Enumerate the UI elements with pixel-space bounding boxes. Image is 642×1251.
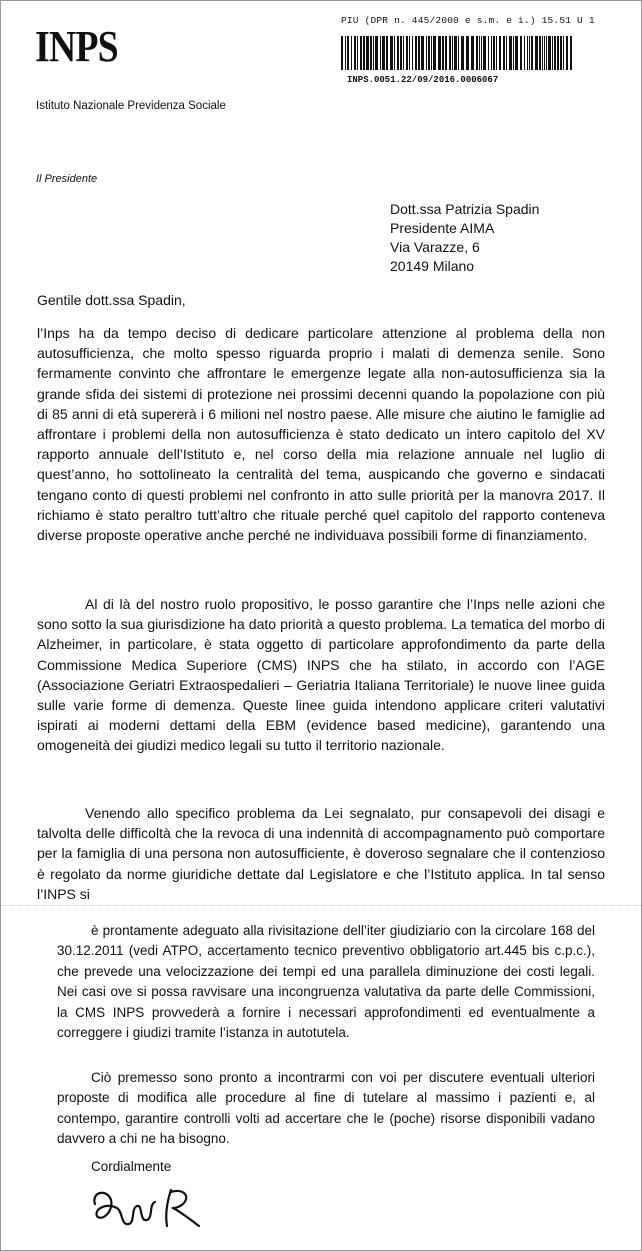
signature-icon xyxy=(87,1182,217,1234)
barcode-bar xyxy=(513,36,514,70)
barcode-bar xyxy=(397,36,399,70)
barcode-bar xyxy=(351,36,352,70)
barcode-bar xyxy=(428,36,430,70)
barcode-bar xyxy=(570,36,572,70)
barcode-bar xyxy=(412,36,413,70)
barcode-bar xyxy=(496,36,497,70)
barcode-bar xyxy=(506,36,507,70)
closing: Cordialmente xyxy=(91,1159,172,1174)
barcode-bar xyxy=(471,36,474,70)
barcode-bar xyxy=(426,36,427,70)
barcode-bar xyxy=(554,36,556,70)
barcode-bar xyxy=(403,36,404,70)
barcode-bar xyxy=(503,36,505,70)
barcode-bar xyxy=(527,36,528,70)
barcode-bar xyxy=(406,36,408,70)
barcode-bar xyxy=(466,36,469,70)
barcode-bar xyxy=(476,36,478,70)
barcode-bar xyxy=(479,36,480,70)
barcode-bar xyxy=(445,36,447,70)
paragraph-3: Venendo allo specifico problema da Lei segnalato, pur consapevoli dei disagi e talvolta delle difficoltà che la revoca di una indennità di accompagnamento può comportare per la famiglia di una persona non autosufficiente, è doveroso segnalare che il contenzioso è regolato da norme giuridiche dettate dal Legislatore e che l’Istituto applica. In tal senso l’INPS si xyxy=(37,805,605,902)
recipient-name: Dott.ssa Patrizia Spadin xyxy=(390,201,540,217)
barcode-bar xyxy=(481,36,482,70)
barcode-bar xyxy=(438,36,441,70)
barcode-bar xyxy=(546,36,547,70)
barcode-bar xyxy=(433,36,436,70)
barcode-bar xyxy=(535,36,538,70)
barcode-bar xyxy=(380,36,381,70)
barcode-bar xyxy=(524,36,525,70)
salutation: Gentile dott.ssa Spadin, xyxy=(37,292,186,308)
barcode-bar xyxy=(560,36,562,70)
recipient-street: Via Varazze, 6 xyxy=(390,239,480,255)
barcode-bar xyxy=(418,36,420,70)
barcode-bar xyxy=(375,36,378,70)
barcode-bar xyxy=(431,36,432,70)
barcode-bar xyxy=(454,36,457,70)
barcode-bar xyxy=(544,36,545,70)
barcode-bar xyxy=(341,36,343,70)
barcode-bar xyxy=(520,36,522,70)
barcode-bar xyxy=(370,36,372,70)
barcode-bar xyxy=(557,36,559,70)
barcode-bar xyxy=(539,36,541,70)
barcode-bar xyxy=(345,36,346,70)
barcode-bar xyxy=(458,36,459,70)
barcode-bar xyxy=(415,36,417,70)
barcode-bar xyxy=(357,36,358,70)
barcode-bar xyxy=(390,36,393,70)
barcode-bar xyxy=(366,36,369,70)
barcode-bar xyxy=(493,36,495,70)
barcode-bar xyxy=(442,36,444,70)
paragraph-4: è prontamente adeguato alla rivisitazione dell’iter giudiziario con la circolare 168 del 30.12.2011 (vedi ATPO, accertamento tecnico preventivo obbligatorio art.445 bis c.p.c.), che prevede una velocizzazione dei tempi ed una parallela diminuzione dei costi legali. Nei casi ove si possa ravvisare una incongruenza valutativa da parte delle Commissioni, la CMS INPS provvederà a fornire i necessari approfondimenti ed eventualmente a correggere i giudizi tramite l’istanza in autotutela. xyxy=(57,923,595,1041)
barcode-bar xyxy=(542,36,543,70)
barcode-bar xyxy=(373,36,374,70)
barcode-bar xyxy=(382,36,385,70)
barcode-bar xyxy=(548,36,551,70)
barcode-bar xyxy=(566,36,568,70)
organization-name: Istituto Nazionale Previdenza Sociale xyxy=(36,100,226,112)
barcode-bar xyxy=(394,36,395,70)
protocol-stamp: PIU (DPR n. 445/2000 e s.m. e i.) 15.51 U 1 xyxy=(341,15,595,26)
barcode-bar xyxy=(488,36,489,70)
recipient-title: Presidente AIMA xyxy=(390,220,495,236)
barcode-bar xyxy=(400,36,402,70)
barcode-bar xyxy=(347,36,349,70)
paragraph-1: l’Inps ha da tempo deciso di dedicare particolare attenzione al problema della non autosufficienza, che molto spesso riguarda proprio i malati di demenza senile. Sono fermamente convinto che affrontare le emergenze legate alla non-autosufficienza sia la grande sfida dei sistemi di protezione nei prossimi decenni quando la popolazione con più di 85 anni di età supererà i 6 milioni nel nostro paese. Alle misure che aiutino le famiglie ad affrontare i problemi della non autosufficienza è stato dedicato un intero capitolo del XV rapporto annuale dell’Istituto e, nel corso della mia relazione annuale nel luglio di quest’anno, ho sottolineato la centralità del tema, auspicando che governo e sindacati tengano conto di questi problemi nel confronto in atto sulle priorità per la manovra 2017. Il richiamo è stato peraltro tutt’altro che rituale perché quel capitolo del rapporto conteneva diverse proposte operative anche perché ne individuava possibili forme di finanziamento. xyxy=(37,325,605,544)
recipient-city: 20149 Milano xyxy=(390,258,475,274)
barcode-bar xyxy=(452,36,453,70)
barcode-bar xyxy=(531,36,533,70)
barcode-bar xyxy=(563,36,564,70)
barcode-icon xyxy=(341,36,573,70)
barcode-bar xyxy=(529,36,530,70)
sender-role: Il Presidente xyxy=(36,173,98,185)
barcode-bar xyxy=(552,36,553,70)
barcode-bar xyxy=(509,36,512,70)
barcode-bar xyxy=(491,36,492,70)
protocol-number: INPS.0051.22/09/2016.0006067 xyxy=(347,75,499,85)
recipient-address xyxy=(390,200,539,276)
barcode-bar xyxy=(354,36,356,70)
page-join-divider xyxy=(1,905,642,908)
barcode-bar xyxy=(421,36,424,70)
barcode-bar xyxy=(499,36,501,70)
barcode-bar xyxy=(363,36,365,70)
paragraph-5: Ciò premesso sono pronto a incontrarmi con voi per discutere eventuali ulteriori proposte di modifica alle procedure al fine di tutelare al massimo i pazienti e, al contempo, garantire controlli volti ad accertare che le (poche) risorse disponibili vadano davvero a chi ne ha bisogno. xyxy=(57,1070,595,1147)
barcode-bar xyxy=(449,36,451,70)
barcode-bar xyxy=(409,36,410,70)
barcode-bar xyxy=(386,36,388,70)
barcode-bar xyxy=(461,36,464,70)
barcode-bar xyxy=(360,36,362,70)
paragraph-2: Al di là del nostro ruolo propositivo, le posso garantire che l’Inps nelle azioni che sono sotto la sua giurisdizione ha dato priorità a questo problema. La tematica del morbo di Alzheimer, in particolare, è stata oggetto di particolare approfondimento da parte della Commissione Medica Superiore (CMS) INPS che ha stilato, in accordo con l’AGE (Associazione Geriatri Extraospedalieri – Geriatria Italiana Territoriale) le nuove linee guida sulle varie forme di demenza. Queste linee guida intendono applicare criteri valutativi ispirati ai moderni dettami della EBM (evidence based medicine), garantendo una omogeneità dei giudizi medico legali su tutto il territorio nazionale. xyxy=(37,596,605,754)
barcode-bar xyxy=(515,36,518,70)
inps-logo: INPS xyxy=(35,22,118,71)
barcode-bar xyxy=(483,36,486,70)
